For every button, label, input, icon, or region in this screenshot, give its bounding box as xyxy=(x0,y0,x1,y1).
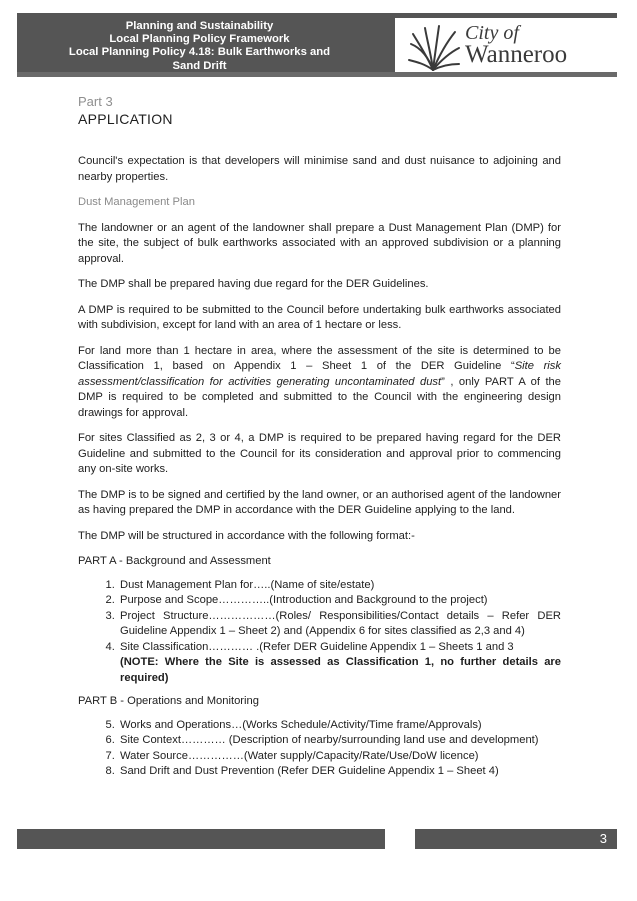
list-item: 6. Site Context………… (Description of nearby/surrounding land use and development) xyxy=(118,733,561,749)
paragraph: The landowner or an agent of the landowner shall prepare a Dust Management Plan (DMP) for the site, the subject of bulk earthworks associated with an approved subdivision or a planning approval. xyxy=(78,221,561,265)
paragraph: The DMP shall be prepared having due regard for the DER Guidelines. xyxy=(78,278,429,290)
guideline-title-italic: Site risk assessment/classification for activities generating uncontaminated dust xyxy=(78,360,561,388)
header-underline xyxy=(17,72,617,77)
part-b-list xyxy=(78,718,561,780)
logo-wordmark xyxy=(465,22,567,66)
classification-note: (NOTE: Where the Site is assessed as Classification 1, no further details are required) xyxy=(120,656,561,684)
paragraph: For sites Classified as 2, 3 or 4, a DMP is required to be prepared having regard for the DER Guideline and submitted to the Council for its consideration and approval prior to commencing any on-site works. xyxy=(78,432,561,475)
part-a-heading: PART A - Background and Assessment xyxy=(78,555,271,567)
list-item xyxy=(118,640,561,687)
page-number: 3 xyxy=(599,831,607,846)
logo-line-city-of: City of xyxy=(465,22,519,44)
list-item: 2. Purpose and Scope…………..(Introduction and Background to the project) xyxy=(118,593,561,609)
header-title-line: Sand Drift xyxy=(172,59,227,72)
list-item: 3. Project Structure………………(Roles/ Responsibilities/Contact details – Refer DER Guideline Appendix 1 – Sheet 2) and (Appendix 6 for sites classified as 2,3 and 4) xyxy=(118,609,561,640)
classification-text-before: For land more than 1 hectare in area, where the assessment of the site is determined to be Classification 1, based on Appendix 1 – Sheet 1 of the DER Guideline “ xyxy=(78,344,561,372)
list-item: 1. Dust Management Plan for…..(Name of site/estate) xyxy=(118,578,561,594)
dust-management-plan-heading: Dust Management Plan xyxy=(78,196,195,208)
list-item-text: Site Classification………… .(Refer DER Guideline Appendix 1 – Sheets 1 and 3 xyxy=(120,640,514,653)
classification-text-after: ” , only PART A of the DMP is required to be completed and submitted to the Council with the engineering design drawings for approval. xyxy=(78,375,561,419)
logo-line-wanneroo: Wanneroo xyxy=(465,41,568,68)
header-title xyxy=(17,13,382,77)
footer-gap xyxy=(385,829,415,849)
grass-tree-logo-icon xyxy=(405,22,463,74)
document-body xyxy=(78,154,561,788)
paragraph: A DMP is required to be submitted to the Council before undertaking bulk earthworks associated with subdivision, except for land with an area of 1 hectare or less. xyxy=(78,303,561,331)
list-item: 5. Works and Operations…(Works Schedule/Activity/Time frame/Approvals) xyxy=(118,718,561,734)
list-item: 8. Sand Drift and Dust Prevention (Refer DER Guideline Appendix 1 – Sheet 4) xyxy=(118,764,561,780)
part-a-list xyxy=(78,578,561,687)
section-heading: APPLICATION xyxy=(78,111,173,127)
header-title-line: Local Planning Policy Framework xyxy=(109,33,290,46)
part-label: Part 3 xyxy=(78,94,113,109)
paragraph: The DMP will be structured in accordance with the following format:- xyxy=(78,529,415,542)
header-title-line: Planning and Sustainability xyxy=(125,20,274,32)
footer-bar xyxy=(17,829,617,849)
city-logo xyxy=(395,18,623,78)
intro-paragraph: Council's expectation is that developers will minimise sand and dust nuisance to adjoining and nearby properties. xyxy=(78,155,561,183)
paragraph: The DMP is to be signed and certified by the land owner, or an authorised agent of the landowner as having prepared the DMP in accordance with the DER Guideline applying to the land. xyxy=(78,488,561,516)
header-bar xyxy=(17,13,617,77)
list-item: 7. Water Source……………(Water supply/Capacity/Rate/Use/DoW licence) xyxy=(118,749,561,765)
classification-paragraph xyxy=(78,344,561,422)
header-title-line: Local Planning Policy 4.18: Bulk Earthworks and xyxy=(68,46,331,59)
part-b-heading: PART B - Operations and Monitoring xyxy=(78,695,259,707)
